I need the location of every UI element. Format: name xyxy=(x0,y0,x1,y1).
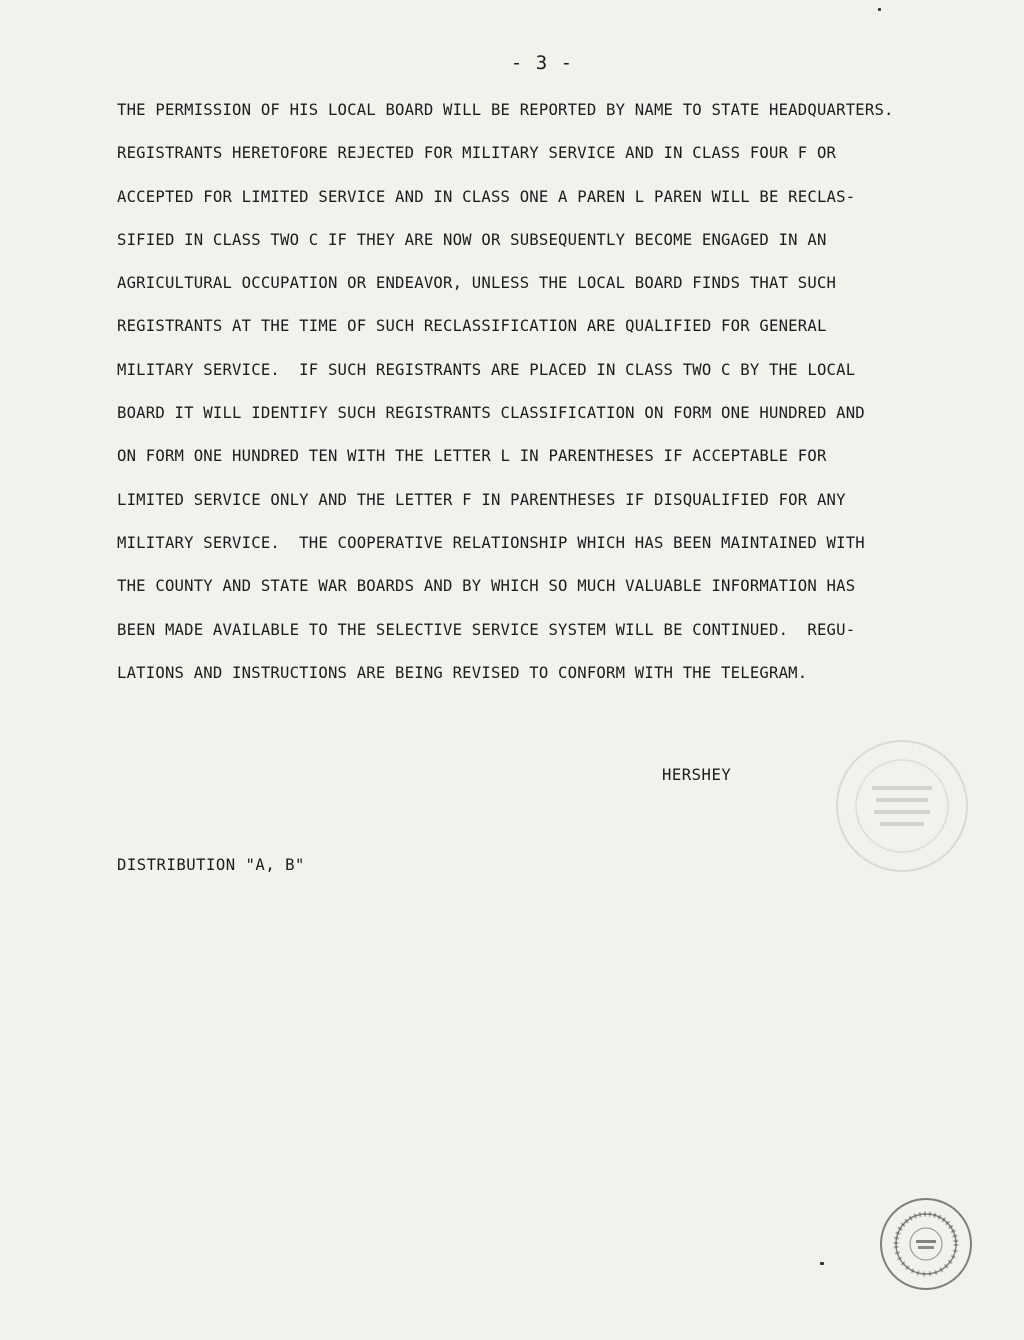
body-line: ACCEPTED FOR LIMITED SERVICE AND IN CLASS ONE A PAREN L PAREN WILL BE RECLAS- xyxy=(117,187,856,206)
body-line: REGISTRANTS AT THE TIME OF SUCH RECLASSIFICATION ARE QUALIFIED FOR GENERAL xyxy=(117,317,827,336)
body-line: LATIONS AND INSTRUCTIONS ARE BEING REVISED TO CONFORM WITH THE TELEGRAM. xyxy=(117,663,808,682)
body-line: MILITARY SERVICE. THE COOPERATIVE RELATIONSHIP WHICH HAS BEEN MAINTAINED WITH xyxy=(117,533,865,552)
body-line: AGRICULTURAL OCCUPATION OR ENDEAVOR, UNLESS THE LOCAL BOARD FINDS THAT SUCH xyxy=(117,274,837,293)
body-text xyxy=(117,94,977,700)
body-line: LIMITED SERVICE ONLY AND THE LETTER F IN PARENTHESES IF DISQUALIFIED FOR ANY xyxy=(117,490,846,509)
body-line: MILITARY SERVICE. IF SUCH REGISTRANTS ARE PLACED IN CLASS TWO C BY THE LOCAL xyxy=(117,360,856,379)
body-line: THE COUNTY AND STATE WAR BOARDS AND BY WHICH SO MUCH VALUABLE INFORMATION HAS xyxy=(117,577,856,596)
ink-speck xyxy=(878,8,881,11)
ink-speck xyxy=(820,1262,824,1265)
truman-library-nara-seal-icon xyxy=(880,1198,972,1290)
body-line: BEEN MADE AVAILABLE TO THE SELECTIVE SERVICE SYSTEM WILL BE CONTINUED. REGU- xyxy=(117,620,856,639)
truman-library-seal-icon xyxy=(836,740,968,872)
page-number: - 3 - xyxy=(510,52,574,74)
body-line: SIFIED IN CLASS TWO C IF THEY ARE NOW OR SUBSEQUENTLY BECOME ENGAGED IN AN xyxy=(117,230,827,249)
lower-seal-graphic xyxy=(882,1200,970,1288)
upper-seal-graphic xyxy=(838,742,966,870)
body-line: REGISTRANTS HERETOFORE REJECTED FOR MILITARY SERVICE AND IN CLASS FOUR F OR xyxy=(117,144,837,163)
distribution-line: DISTRIBUTION "A, B" xyxy=(117,856,305,874)
body-line: ON FORM ONE HUNDRED TEN WITH THE LETTER L IN PARENTHESES IF ACCEPTABLE FOR xyxy=(117,447,827,466)
body-line: THE PERMISSION OF HIS LOCAL BOARD WILL BE REPORTED BY NAME TO STATE HEADQUARTERS. xyxy=(117,101,894,119)
body-line: BOARD IT WILL IDENTIFY SUCH REGISTRANTS CLASSIFICATION ON FORM ONE HUNDRED AND xyxy=(117,404,865,423)
signature: HERSHEY xyxy=(662,766,732,784)
